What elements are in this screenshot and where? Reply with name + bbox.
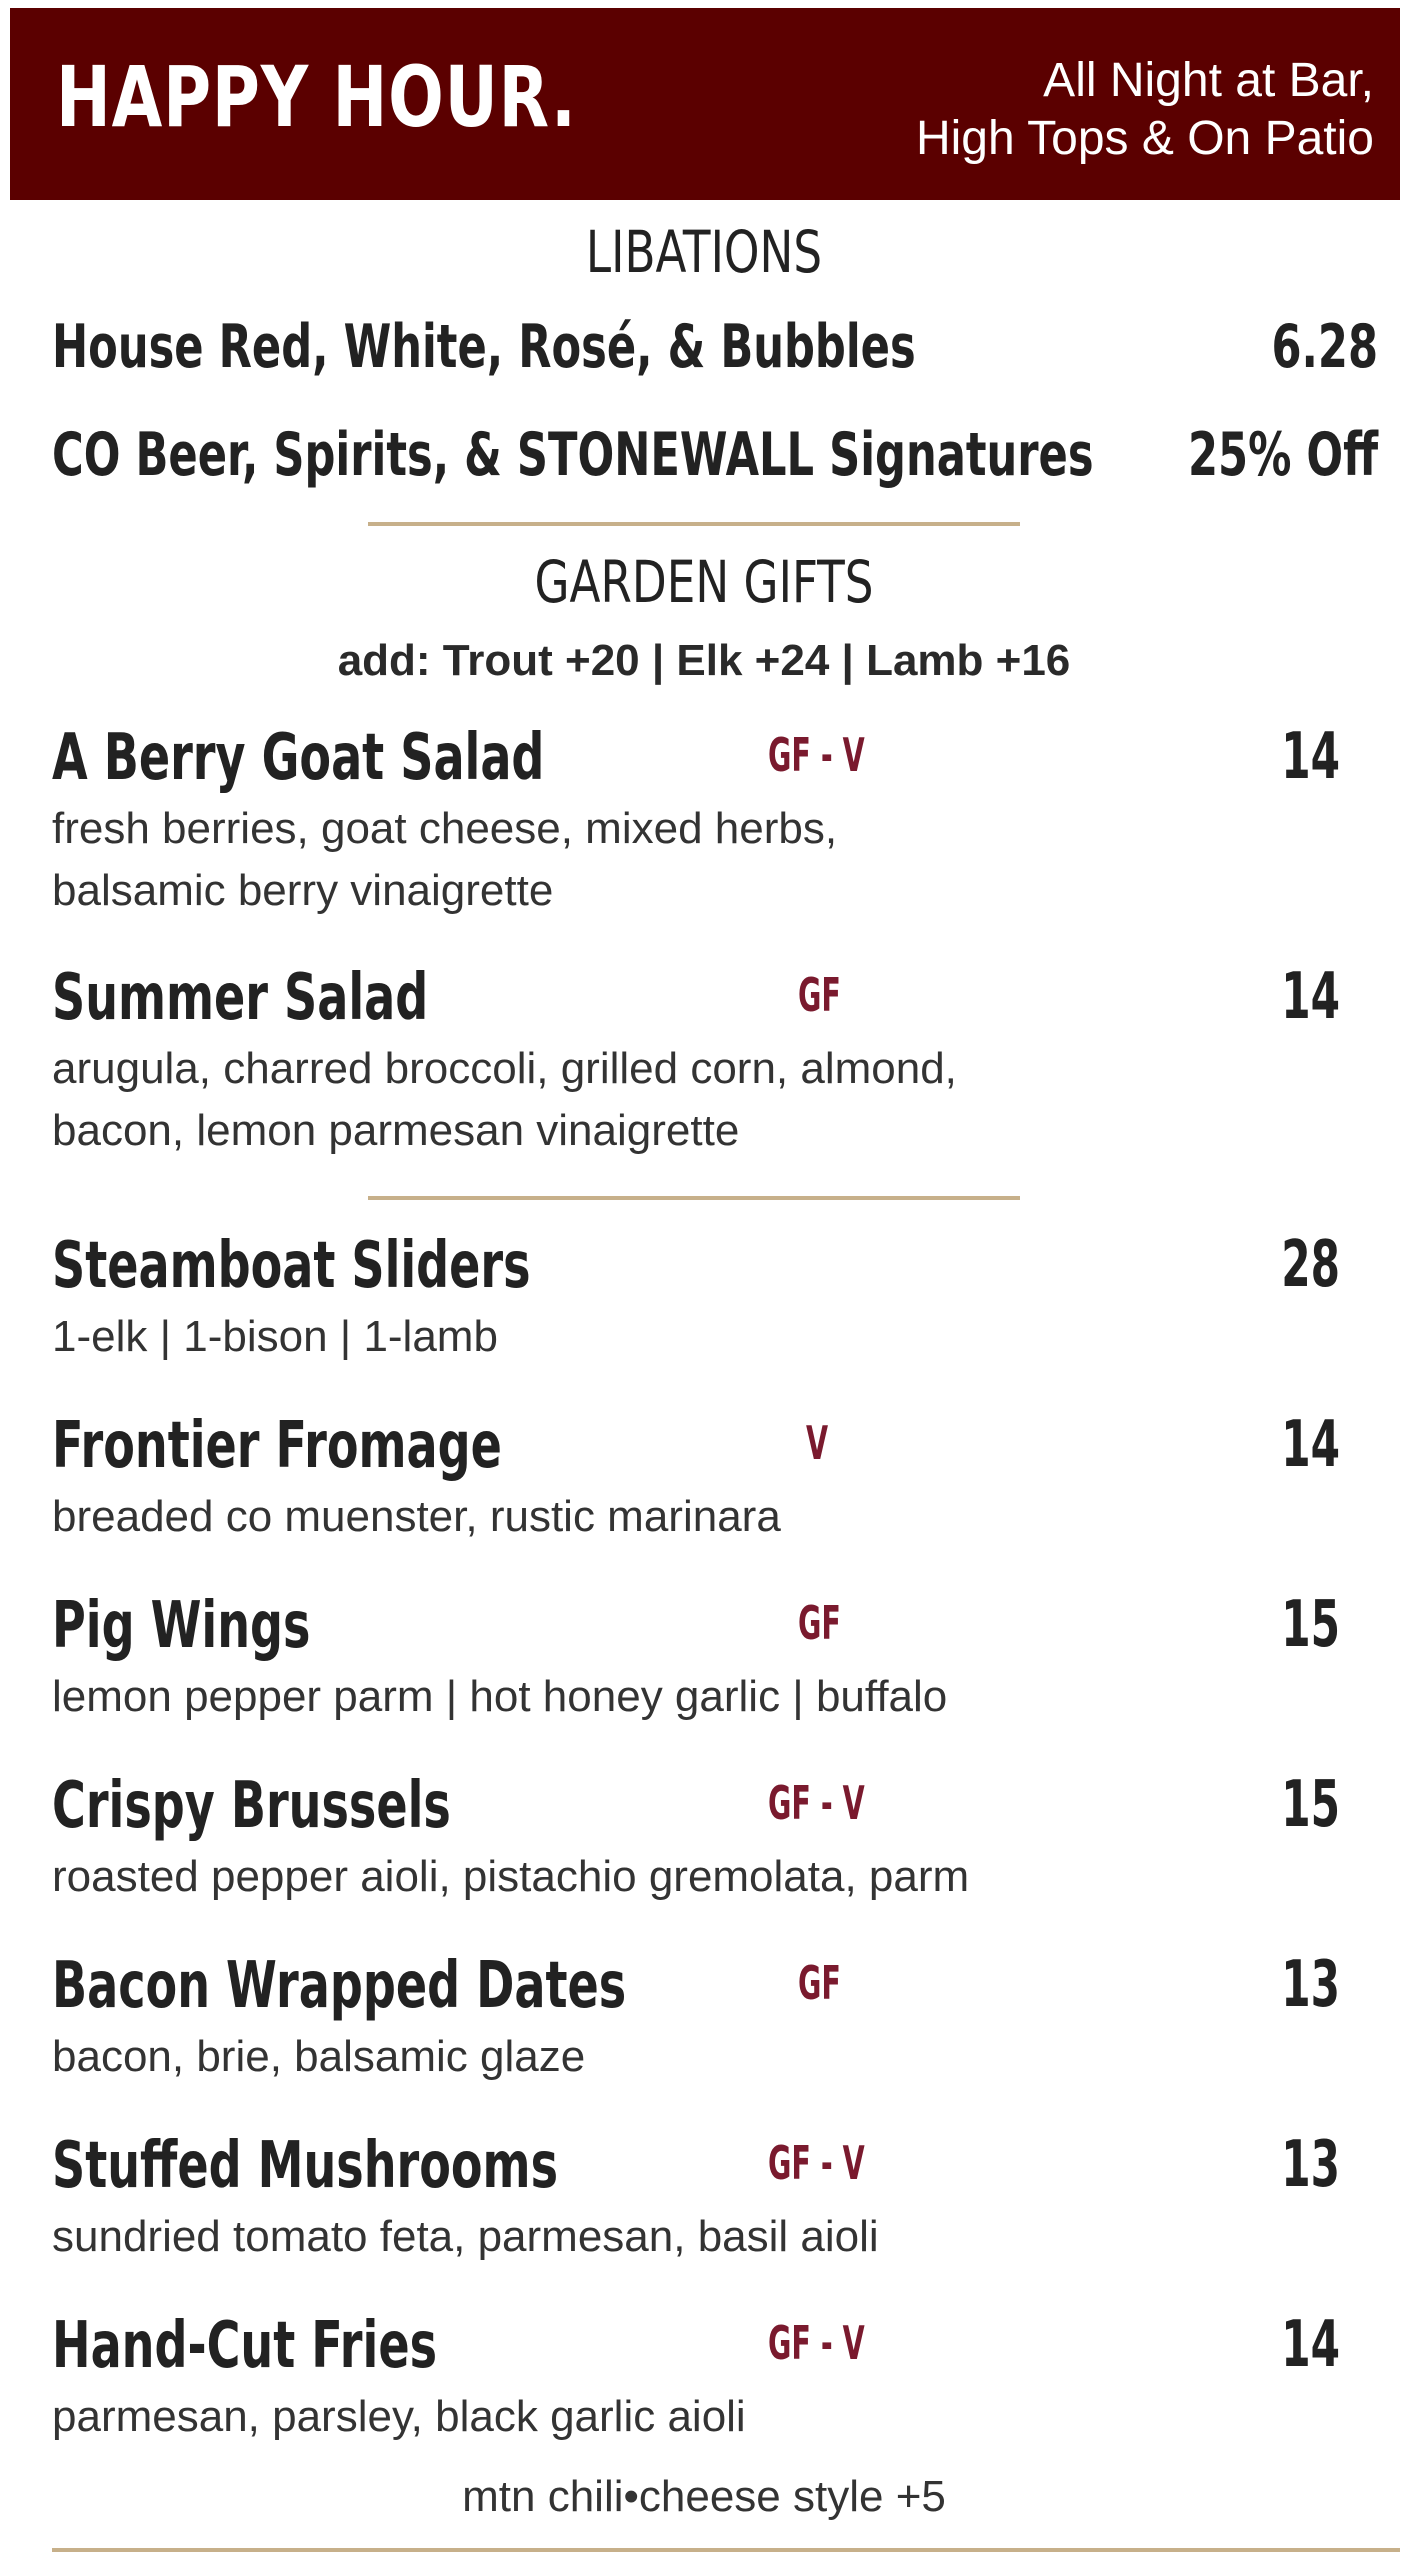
item-price: 14	[1281, 960, 1340, 1034]
item-description: breaded co muenster, rustic marinara	[52, 1492, 781, 1541]
item-price: 13	[1281, 1948, 1340, 2022]
libations-title: LIBATIONS	[585, 218, 823, 286]
add-protein-line: add: Trout +20 | Elk +24 | Lamb +16	[337, 636, 1071, 685]
dietary-tag: GF - V	[768, 728, 865, 782]
dietary-tag: GF	[798, 968, 841, 1022]
item-name: Crispy Brussels	[52, 1769, 451, 1843]
item-description: fresh berries, goat cheese, mixed herbs, balsamic berry vinaigrette	[52, 804, 838, 915]
header-note-line1: All Night at Bar,	[1043, 54, 1374, 107]
dietary-tag: GF - V	[768, 2316, 865, 2370]
item-price: 14	[1281, 1408, 1340, 1482]
header-note-line2: High Tops & On Patio	[915, 112, 1374, 165]
item-price: 13	[1281, 2128, 1340, 2202]
item-name: Summer Salad	[52, 961, 429, 1035]
header-title: HAPPY HOUR.	[56, 48, 577, 146]
item-description: bacon, brie, balsamic glaze	[52, 2032, 586, 2081]
item-price: 15	[1281, 1588, 1340, 1662]
libation-item-name: House Red, White, Rosé, & Bubbles	[52, 312, 916, 382]
item-description: roasted pepper aioli, pistachio gremolata, parm	[52, 1852, 970, 1901]
dietary-tag: GF	[798, 1596, 841, 1650]
item-price: 14	[1281, 720, 1340, 794]
garden-gifts-title: GARDEN GIFTS	[534, 548, 874, 616]
happy-hour-header	[10, 8, 1400, 200]
item-price: 14	[1281, 2308, 1340, 2382]
item-name: A Berry Goat Salad	[52, 721, 545, 795]
bottom-divider	[52, 2548, 1400, 2552]
item-description: arugula, charred broccoli, grilled corn, almond, bacon, lemon parmesan vinaigrette	[52, 1044, 957, 1155]
libation-item-name: CO Beer, Spirits, & STONEWALL Signatures	[52, 420, 1094, 490]
item-name: Bacon Wrapped Dates	[52, 1949, 627, 2023]
dietary-tag: GF - V	[768, 2136, 865, 2190]
item-description: parmesan, parsley, black garlic aioli	[52, 2392, 746, 2441]
item-name: Stuffed Mushrooms	[52, 2129, 559, 2203]
item-description: lemon pepper parm | hot honey garlic | buffalo	[52, 1672, 948, 1721]
item-name: Pig Wings	[52, 1589, 311, 1663]
item-description: 1-elk | 1-bison | 1-lamb	[52, 1312, 498, 1361]
dietary-tag: GF	[798, 1956, 841, 2010]
section-divider	[368, 1196, 1020, 1200]
item-name: Frontier Fromage	[52, 1409, 502, 1483]
item-name: Hand-Cut Fries	[52, 2309, 437, 2383]
header-note	[916, 52, 1374, 168]
libation-item-price: 6.28	[1271, 312, 1378, 382]
item-name: Steamboat Sliders	[52, 1229, 531, 1303]
dietary-tag: V	[806, 1416, 829, 1470]
item-price: 28	[1281, 1228, 1340, 1302]
item-price: 15	[1281, 1768, 1340, 1842]
section-divider	[368, 522, 1020, 526]
fries-upgrade-note: mtn chili•cheese style +5	[462, 2472, 946, 2521]
item-description: sundried tomato feta, parmesan, basil aioli	[52, 2212, 879, 2261]
libation-item-price: 25% Off	[1187, 420, 1378, 490]
dietary-tag: GF - V	[768, 1776, 865, 1830]
